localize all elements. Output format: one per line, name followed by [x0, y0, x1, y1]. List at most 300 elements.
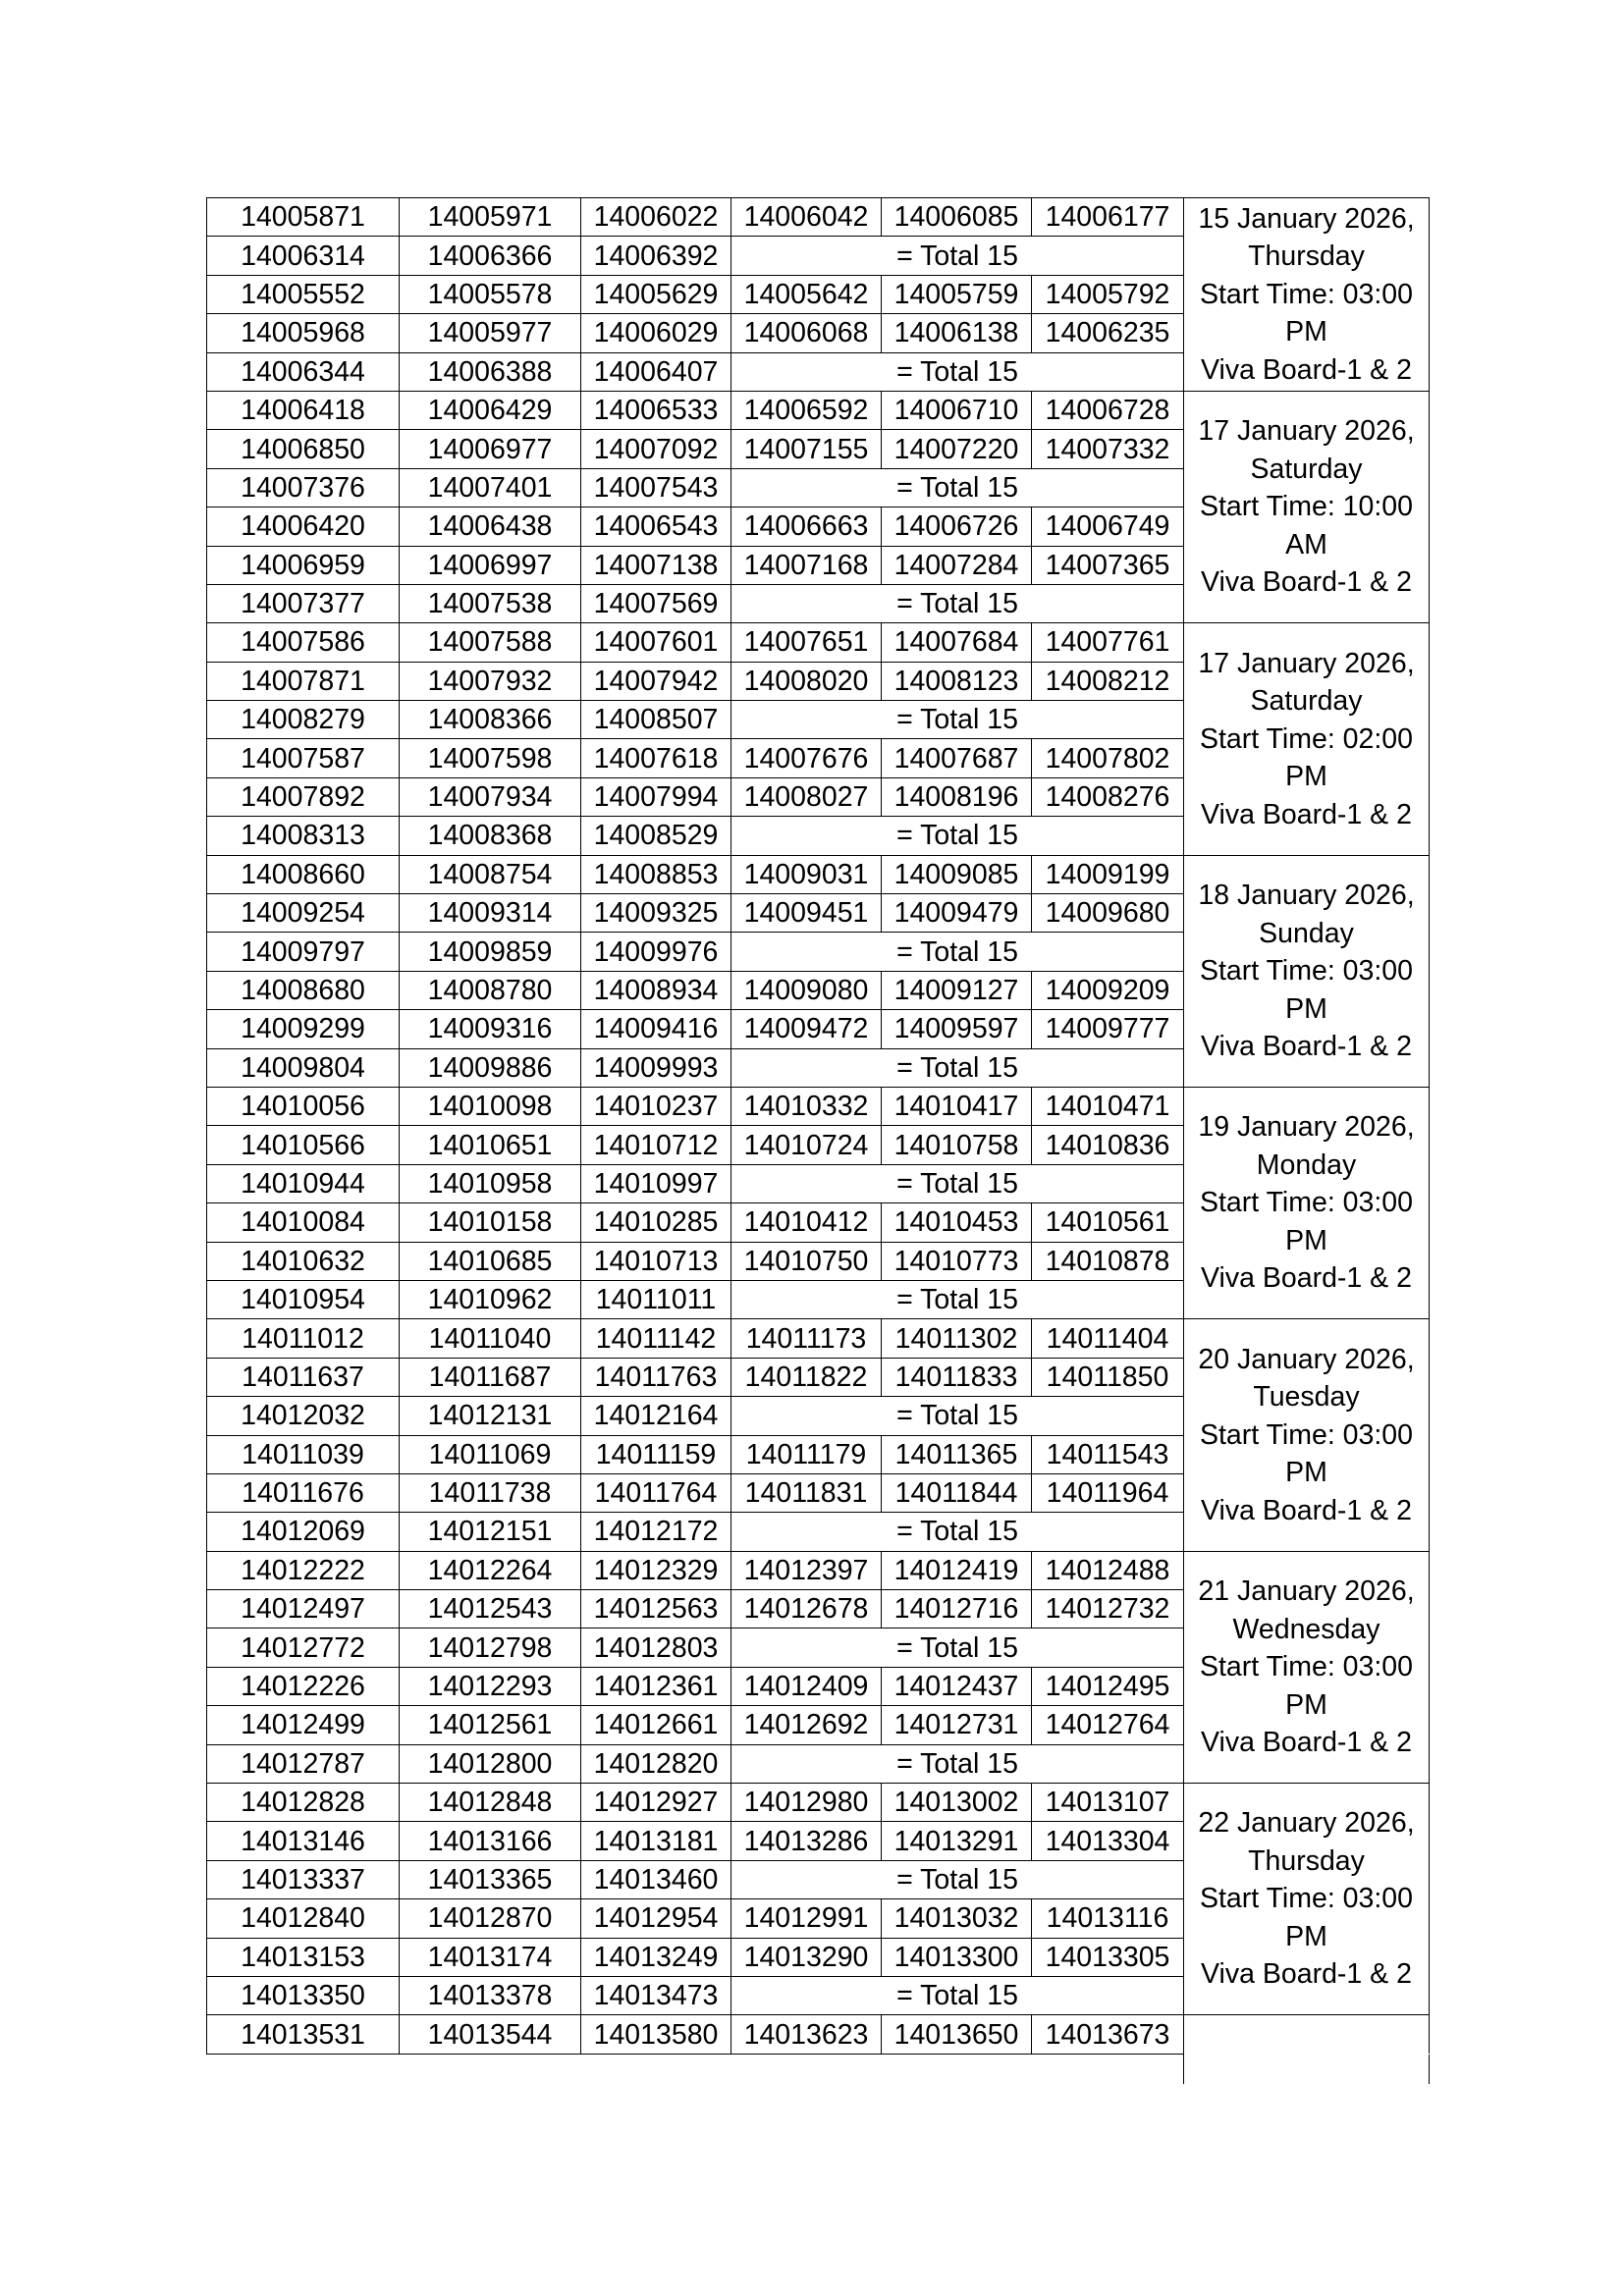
roll-number-cell: 14007365	[1032, 546, 1184, 584]
roll-number-cell: 14013580	[581, 2015, 731, 2054]
roll-number-cell: 14006592	[731, 391, 882, 429]
roll-number-cell: 14013146	[207, 1822, 400, 1860]
roll-number-cell: 14013116	[1032, 1899, 1184, 1938]
roll-number-cell: 14013304	[1032, 1822, 1184, 1860]
roll-number-cell: 14006177	[1032, 198, 1184, 237]
roll-number-cell: 14012131	[400, 1397, 581, 1435]
table-row	[207, 1319, 1430, 1358]
roll-number-cell: 14012032	[207, 1397, 400, 1435]
roll-number-cell: 14008212	[1032, 662, 1184, 700]
roll-number-cell: 14008366	[400, 701, 581, 739]
roll-number-cell: 14006533	[581, 391, 731, 429]
roll-number-cell: 14011069	[400, 1435, 581, 1473]
roll-number-cell: 14013365	[400, 1860, 581, 1898]
total-label: = Total 15	[731, 933, 1184, 971]
empty-info-cell	[1184, 2015, 1430, 2054]
roll-number-cell: 14012732	[1032, 1590, 1184, 1629]
roll-number-cell: 14007892	[207, 777, 400, 816]
session-date: 15 January 2026,	[1198, 202, 1415, 235]
roll-number-cell: 14009472	[731, 1010, 882, 1048]
roll-number-cell: 14006850	[207, 430, 400, 468]
total-label: = Total 15	[731, 817, 1184, 855]
roll-number-cell: 14007676	[731, 739, 882, 777]
session-start-time: Start Time: 03:00	[1199, 1883, 1414, 1915]
roll-number-cell: 14012848	[400, 1784, 581, 1822]
table-tail-border	[1183, 2055, 1430, 2084]
roll-number-cell: 14005629	[581, 275, 731, 313]
roll-number-cell: 14005971	[400, 198, 581, 237]
total-label: = Total 15	[731, 1048, 1184, 1087]
roll-number-cell: 14012069	[207, 1513, 400, 1551]
roll-number-cell: 14010632	[207, 1242, 400, 1280]
roll-number-cell: 14013460	[581, 1860, 731, 1898]
roll-number-cell: 14005578	[400, 275, 581, 313]
session-info-cell	[1184, 855, 1430, 1087]
roll-number-cell: 14010084	[207, 1203, 400, 1242]
roll-number-cell: 14012226	[207, 1667, 400, 1705]
roll-number-cell: 14006344	[207, 352, 400, 391]
total-label: = Total 15	[731, 701, 1184, 739]
total-label: = Total 15	[731, 237, 1184, 275]
roll-number-cell: 14010471	[1032, 1087, 1184, 1125]
roll-number-cell: 14013032	[882, 1899, 1032, 1938]
session-day: Sunday	[1259, 917, 1354, 949]
roll-number-cell: 14009479	[882, 894, 1032, 933]
roll-number-cell: 14007802	[1032, 739, 1184, 777]
roll-number-cell: 14011179	[731, 1435, 882, 1473]
session-info-cell	[1184, 1784, 1430, 2015]
roll-number-cell: 14012870	[400, 1899, 581, 1938]
roll-number-cell: 14007543	[581, 468, 731, 507]
roll-number-cell: 14012499	[207, 1706, 400, 1744]
roll-number-cell: 14010724	[731, 1126, 882, 1164]
roll-number-cell: 14011039	[207, 1435, 400, 1473]
roll-number-cell: 14008027	[731, 777, 882, 816]
roll-number-cell: 14013378	[400, 1976, 581, 2014]
roll-number-cell: 14013650	[882, 2015, 1032, 2054]
roll-number-cell: 14012437	[882, 1667, 1032, 1705]
roll-number-cell: 14012293	[400, 1667, 581, 1705]
roll-number-cell: 14008754	[400, 855, 581, 893]
roll-number-cell: 14007934	[400, 777, 581, 816]
roll-number-cell: 14009325	[581, 894, 731, 933]
roll-number-cell: 14012716	[882, 1590, 1032, 1629]
roll-number-cell: 14006977	[400, 430, 581, 468]
roll-number-cell: 14010237	[581, 1087, 731, 1125]
roll-number-cell: 14011011	[581, 1280, 731, 1318]
roll-number-cell: 14012828	[207, 1784, 400, 1822]
roll-number-cell: 14006407	[581, 352, 731, 391]
roll-number-cell: 14011763	[581, 1358, 731, 1396]
roll-number-cell: 14007168	[731, 546, 882, 584]
session-day: Saturday	[1250, 453, 1363, 485]
session-date: 18 January 2026,	[1198, 880, 1415, 912]
roll-number-cell: 14012397	[731, 1551, 882, 1589]
roll-number-cell: 14012927	[581, 1784, 731, 1822]
roll-number-cell: 14006959	[207, 546, 400, 584]
total-label: = Total 15	[731, 1744, 1184, 1783]
roll-number-cell: 14010561	[1032, 1203, 1184, 1242]
roll-number-cell: 14006392	[581, 237, 731, 275]
roll-number-cell: 14007092	[581, 430, 731, 468]
session-start-time: Start Time: 03:00	[1199, 1187, 1414, 1219]
roll-number-cell: 14010056	[207, 1087, 400, 1125]
session-board: Viva Board-1 & 2	[1201, 1494, 1412, 1526]
session-info-cell	[1184, 623, 1430, 855]
roll-number-cell: 14012800	[400, 1744, 581, 1783]
roll-number-cell: 14006138	[882, 314, 1032, 352]
session-start-time: Start Time: 03:00	[1199, 1651, 1414, 1683]
roll-number-cell: 14006388	[400, 352, 581, 391]
session-info-cell	[1184, 1087, 1430, 1318]
roll-number-cell: 14012543	[400, 1590, 581, 1629]
roll-number-cell: 14008934	[581, 971, 731, 1009]
roll-number-cell: 14007598	[400, 739, 581, 777]
roll-number-cell: 14009080	[731, 971, 882, 1009]
roll-number-cell: 14010944	[207, 1164, 400, 1202]
roll-number-cell: 14010750	[731, 1242, 882, 1280]
roll-number-cell: 14009209	[1032, 971, 1184, 1009]
session-date: 17 January 2026,	[1198, 415, 1415, 448]
roll-number-cell: 14010997	[581, 1164, 731, 1202]
roll-number-cell: 14010098	[400, 1087, 581, 1125]
table-row	[207, 1087, 1430, 1125]
roll-number-cell: 14013531	[207, 2015, 400, 2054]
roll-number-cell: 14005642	[731, 275, 882, 313]
roll-number-cell: 14010954	[207, 1280, 400, 1318]
session-info-cell	[1184, 1551, 1430, 1783]
roll-number-cell: 14005759	[882, 275, 1032, 313]
roll-number-cell: 14006420	[207, 507, 400, 546]
roll-number-cell: 14012787	[207, 1744, 400, 1783]
roll-number-cell: 14011833	[882, 1358, 1032, 1396]
session-day: Wednesday	[1232, 1613, 1380, 1645]
session-start-time: Start Time: 03:00	[1199, 278, 1414, 310]
roll-number-cell: 14012692	[731, 1706, 882, 1744]
roll-number-cell: 14008660	[207, 855, 400, 893]
roll-number-cell: 14012678	[731, 1590, 882, 1629]
roll-number-cell: 14006042	[731, 198, 882, 237]
roll-number-cell: 14006438	[400, 507, 581, 546]
roll-number-cell: 14007942	[581, 662, 731, 700]
total-label: = Total 15	[731, 1513, 1184, 1551]
roll-number-cell: 14007601	[581, 623, 731, 662]
roll-number-cell: 14011012	[207, 1319, 400, 1358]
roll-number-cell: 14010158	[400, 1203, 581, 1242]
session-day: Saturday	[1250, 685, 1363, 718]
session-date: 20 January 2026,	[1198, 1343, 1415, 1375]
total-label: = Total 15	[731, 1976, 1184, 2014]
roll-number-cell: 14013473	[581, 1976, 731, 2014]
roll-number-cell: 14007684	[882, 623, 1032, 662]
roll-number-cell: 14012954	[581, 1899, 731, 1938]
roll-number-cell: 14012798	[400, 1629, 581, 1667]
total-label: = Total 15	[731, 352, 1184, 391]
roll-number-cell: 14012329	[581, 1551, 731, 1589]
session-meridiem: PM	[1285, 1920, 1327, 1952]
roll-number-cell: 14006429	[400, 391, 581, 429]
roll-number-cell: 14013350	[207, 1976, 400, 2014]
roll-number-cell: 14007651	[731, 623, 882, 662]
roll-number-cell: 14009976	[581, 933, 731, 971]
roll-number-cell: 14010453	[882, 1203, 1032, 1242]
roll-number-cell: 14011040	[400, 1319, 581, 1358]
roll-number-cell: 14013291	[882, 1822, 1032, 1860]
roll-number-cell: 14013337	[207, 1860, 400, 1898]
roll-number-cell: 14009993	[581, 1048, 731, 1087]
session-info-cell	[1184, 198, 1430, 392]
roll-number-cell: 14010958	[400, 1164, 581, 1202]
roll-number-cell: 14008529	[581, 817, 731, 855]
session-day: Thursday	[1248, 240, 1365, 273]
roll-number-cell: 14007401	[400, 468, 581, 507]
roll-number-cell: 14006726	[882, 507, 1032, 546]
roll-number-cell: 14012820	[581, 1744, 731, 1783]
roll-number-cell: 14013153	[207, 1938, 400, 1976]
session-date: 22 January 2026,	[1198, 1807, 1415, 1840]
table-row	[207, 623, 1430, 662]
roll-number-cell: 14012731	[882, 1706, 1032, 1744]
roll-number-cell: 14011822	[731, 1358, 882, 1396]
session-board: Viva Board-1 & 2	[1201, 798, 1412, 830]
roll-number-cell: 14012222	[207, 1551, 400, 1589]
roll-number-cell: 14012361	[581, 1667, 731, 1705]
roll-number-cell: 14005792	[1032, 275, 1184, 313]
roll-number-cell: 14012495	[1032, 1667, 1184, 1705]
roll-number-cell: 14010712	[581, 1126, 731, 1164]
total-label: = Total 15	[731, 1860, 1184, 1898]
roll-number-cell: 14007538	[400, 584, 581, 622]
roll-number-cell: 14008020	[731, 662, 882, 700]
roll-number-cell: 14012661	[581, 1706, 731, 1744]
session-date: 21 January 2026,	[1198, 1575, 1415, 1608]
roll-number-cell: 14010566	[207, 1126, 400, 1164]
roll-number-cell: 14008276	[1032, 777, 1184, 816]
session-board: Viva Board-1 & 2	[1201, 1262, 1412, 1295]
roll-number-cell: 14007284	[882, 546, 1032, 584]
session-board: Viva Board-1 & 2	[1201, 1727, 1412, 1759]
total-label: = Total 15	[731, 1397, 1184, 1435]
roll-number-cell: 14013290	[731, 1938, 882, 1976]
roll-number-cell: 14007618	[581, 739, 731, 777]
roll-number-cell: 14005871	[207, 198, 400, 237]
roll-number-cell: 14012488	[1032, 1551, 1184, 1589]
roll-number-cell: 14013166	[400, 1822, 581, 1860]
table-row	[207, 1784, 1430, 1822]
roll-number-cell: 14009031	[731, 855, 882, 893]
roll-number-cell: 14006022	[581, 198, 731, 237]
roll-number-cell: 14008313	[207, 817, 400, 855]
roll-number-cell: 14007932	[400, 662, 581, 700]
roll-number-cell: 14009085	[882, 855, 1032, 893]
session-meridiem: PM	[1285, 1688, 1327, 1721]
session-start-time: Start Time: 03:00	[1199, 1418, 1414, 1451]
roll-number-cell: 14006997	[400, 546, 581, 584]
roll-number-cell: 14007994	[581, 777, 731, 816]
roll-number-cell: 14006728	[1032, 391, 1184, 429]
roll-number-cell: 14010417	[882, 1087, 1032, 1125]
roll-number-cell: 14009416	[581, 1010, 731, 1048]
session-meridiem: PM	[1285, 1457, 1327, 1489]
roll-number-cell: 14007155	[731, 430, 882, 468]
roll-number-cell: 14010758	[882, 1126, 1032, 1164]
roll-number-cell: 14005968	[207, 314, 400, 352]
roll-number-cell: 14009797	[207, 933, 400, 971]
roll-number-cell: 14011173	[731, 1319, 882, 1358]
roll-number-cell: 14011831	[731, 1473, 882, 1512]
roll-number-cell: 14013544	[400, 2015, 581, 2054]
roll-number-cell: 14010685	[400, 1242, 581, 1280]
roll-number-cell: 14005552	[207, 275, 400, 313]
session-date: 17 January 2026,	[1198, 647, 1415, 679]
roll-number-cell: 14007138	[581, 546, 731, 584]
roll-number-cell: 14012980	[731, 1784, 882, 1822]
roll-number-cell: 14013305	[1032, 1938, 1184, 1976]
total-label: = Total 15	[731, 584, 1184, 622]
roll-number-cell: 14009451	[731, 894, 882, 933]
roll-number-cell: 14006235	[1032, 314, 1184, 352]
roll-number-cell: 14009127	[882, 971, 1032, 1009]
roll-number-cell: 14013174	[400, 1938, 581, 1976]
roll-number-cell: 14010773	[882, 1242, 1032, 1280]
roll-number-cell: 14013623	[731, 2015, 882, 2054]
roll-number-cell: 14006366	[400, 237, 581, 275]
roll-number-cell: 14012561	[400, 1706, 581, 1744]
session-info-cell	[1184, 391, 1430, 622]
roll-number-cell: 14012991	[731, 1899, 882, 1938]
roll-number-cell: 14009316	[400, 1010, 581, 1048]
session-start-time: Start Time: 02:00	[1199, 722, 1414, 755]
session-board: Viva Board-1 & 2	[1201, 353, 1412, 386]
total-label: = Total 15	[731, 1280, 1184, 1318]
total-label: = Total 15	[731, 468, 1184, 507]
session-meridiem: PM	[1285, 992, 1327, 1025]
roll-number-cell: 14008368	[400, 817, 581, 855]
roll-number-cell: 14010962	[400, 1280, 581, 1318]
roll-number-cell: 14011543	[1032, 1435, 1184, 1473]
roll-number-cell: 14010332	[731, 1087, 882, 1125]
session-meridiem: PM	[1285, 761, 1327, 793]
roll-number-cell: 14007569	[581, 584, 731, 622]
roll-number-cell: 14012419	[882, 1551, 1032, 1589]
roll-number-cell: 14007687	[882, 739, 1032, 777]
roll-number-cell: 14011302	[882, 1319, 1032, 1358]
roll-number-cell: 14009680	[1032, 894, 1184, 933]
roll-number-cell: 14006085	[882, 198, 1032, 237]
roll-number-cell: 14012840	[207, 1899, 400, 1938]
session-meridiem: AM	[1285, 528, 1327, 561]
roll-number-cell: 14007588	[400, 623, 581, 662]
roll-number-cell: 14007377	[207, 584, 400, 622]
roll-number-cell: 14006543	[581, 507, 731, 546]
roll-number-cell: 14011844	[882, 1473, 1032, 1512]
roll-number-cell: 14011142	[581, 1319, 731, 1358]
roll-number-cell: 14010285	[581, 1203, 731, 1242]
roll-number-cell: 14008279	[207, 701, 400, 739]
roll-number-cell: 14009299	[207, 1010, 400, 1048]
roll-number-cell: 14006663	[731, 507, 882, 546]
roll-number-cell: 14012497	[207, 1590, 400, 1629]
table-row	[207, 855, 1430, 893]
roll-number-cell: 14013107	[1032, 1784, 1184, 1822]
roll-number-cell: 14012563	[581, 1590, 731, 1629]
roll-number-cell: 14006749	[1032, 507, 1184, 546]
roll-number-cell: 14012151	[400, 1513, 581, 1551]
roll-number-cell: 14012803	[581, 1629, 731, 1667]
session-day: Tuesday	[1253, 1381, 1360, 1414]
roll-number-cell: 14009859	[400, 933, 581, 971]
session-date: 19 January 2026,	[1198, 1111, 1415, 1144]
roll-number-cell: 14012164	[581, 1397, 731, 1435]
roll-number-cell: 14011964	[1032, 1473, 1184, 1512]
roll-number-cell: 14011365	[882, 1435, 1032, 1473]
roll-number-cell: 14011637	[207, 1358, 400, 1396]
roll-number-cell: 14011850	[1032, 1358, 1184, 1396]
roll-number-cell: 14010878	[1032, 1242, 1184, 1280]
roll-number-cell: 14009199	[1032, 855, 1184, 893]
roll-number-cell: 14006029	[581, 314, 731, 352]
roll-number-cell: 14007220	[882, 430, 1032, 468]
roll-number-cell: 14007332	[1032, 430, 1184, 468]
roll-number-cell: 14009597	[882, 1010, 1032, 1048]
table-row	[207, 198, 1430, 237]
roll-number-cell: 14011764	[581, 1473, 731, 1512]
session-board: Viva Board-1 & 2	[1201, 1958, 1412, 1991]
session-info-cell	[1184, 1319, 1430, 1551]
roll-number-cell: 14011676	[207, 1473, 400, 1512]
session-day: Monday	[1256, 1148, 1357, 1181]
session-board: Viva Board-1 & 2	[1201, 1031, 1412, 1063]
roll-number-cell: 14006068	[731, 314, 882, 352]
roll-number-cell: 14009804	[207, 1048, 400, 1087]
table-row	[207, 2015, 1430, 2054]
roll-number-cell: 14012764	[1032, 1706, 1184, 1744]
total-label: = Total 15	[731, 1629, 1184, 1667]
roll-number-cell: 14013181	[581, 1822, 731, 1860]
roll-number-cell: 14009886	[400, 1048, 581, 1087]
session-board: Viva Board-1 & 2	[1201, 566, 1412, 599]
roll-number-cell: 14007761	[1032, 623, 1184, 662]
roll-number-cell: 14006418	[207, 391, 400, 429]
table-row	[207, 1551, 1430, 1589]
table-row	[207, 391, 1430, 429]
session-meridiem: PM	[1285, 316, 1327, 348]
roll-number-cell: 14013249	[581, 1938, 731, 1976]
roll-number-cell: 14005977	[400, 314, 581, 352]
roll-number-cell: 14013002	[882, 1784, 1032, 1822]
roll-number-cell: 14013673	[1032, 2015, 1184, 2054]
roll-number-cell: 14012409	[731, 1667, 882, 1705]
roll-number-cell: 14010836	[1032, 1126, 1184, 1164]
roll-number-cell: 14007871	[207, 662, 400, 700]
roll-number-cell: 14011687	[400, 1358, 581, 1396]
roll-number-cell: 14008507	[581, 701, 731, 739]
roll-number-cell: 14007376	[207, 468, 400, 507]
roll-number-cell: 14008680	[207, 971, 400, 1009]
roll-number-cell: 14008196	[882, 777, 1032, 816]
roll-number-cell: 14011159	[581, 1435, 731, 1473]
roll-number-cell: 14008123	[882, 662, 1032, 700]
session-meridiem: PM	[1285, 1224, 1327, 1256]
roll-number-cell: 14010412	[731, 1203, 882, 1242]
roll-number-cell: 14012172	[581, 1513, 731, 1551]
roll-number-cell: 14010713	[581, 1242, 731, 1280]
roll-number-cell: 14011404	[1032, 1319, 1184, 1358]
session-start-time: Start Time: 03:00	[1199, 955, 1414, 988]
roll-number-cell: 14006710	[882, 391, 1032, 429]
roll-number-cell: 14007587	[207, 739, 400, 777]
session-start-time: Start Time: 10:00	[1199, 491, 1414, 523]
